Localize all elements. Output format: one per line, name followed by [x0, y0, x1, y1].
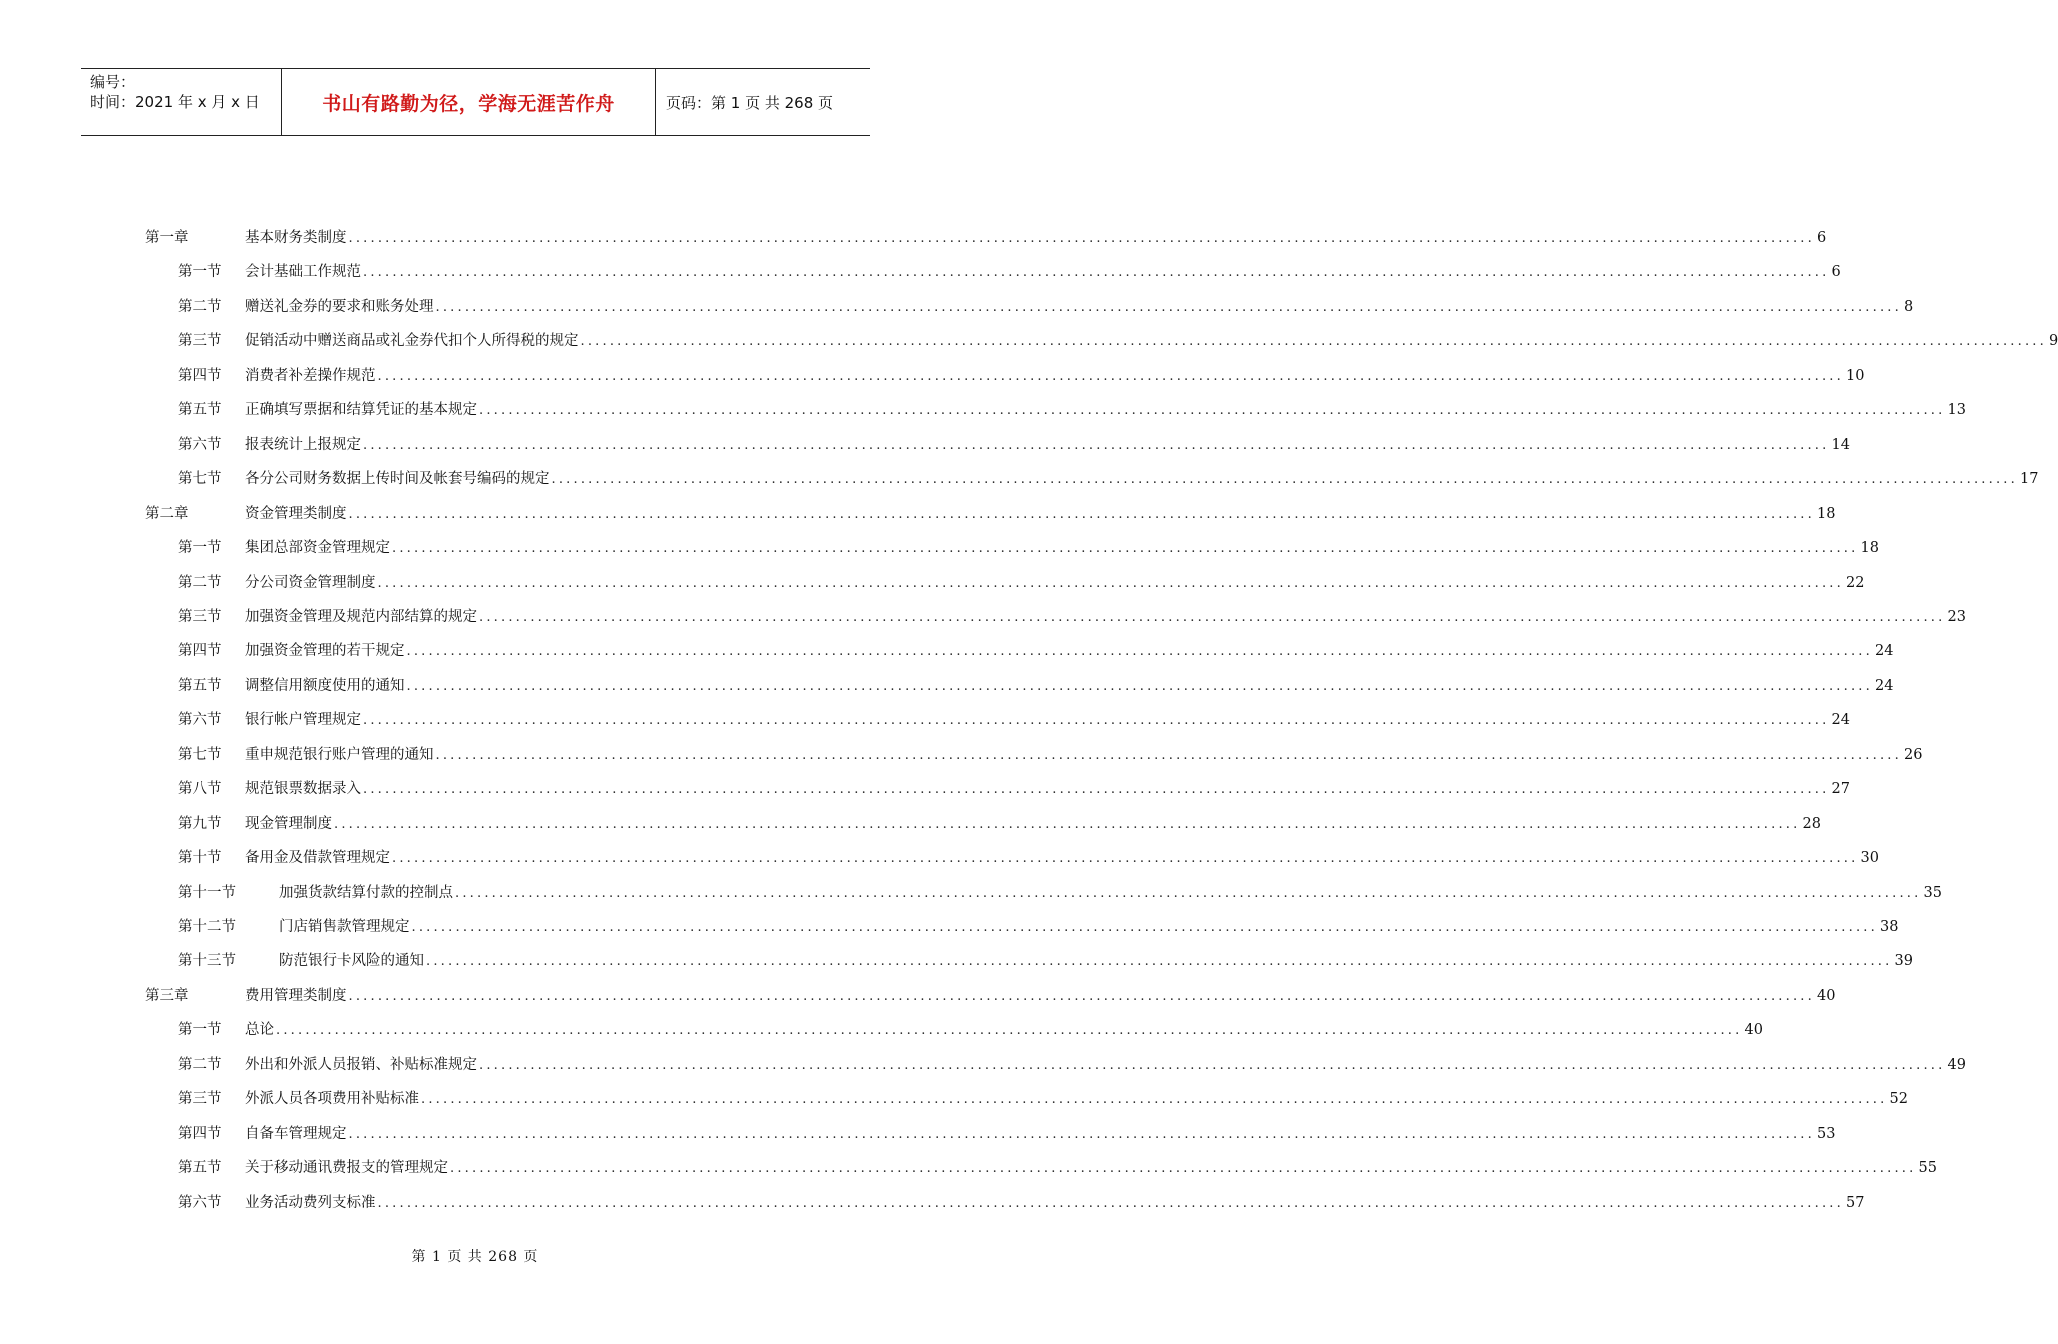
toc-dot-leader: ........................................................................................................................................................................................................	[479, 403, 1946, 419]
toc-entry-title: 门店销售款管理规定	[279, 919, 410, 935]
toc-entry-number: 第六节	[178, 1194, 222, 1211]
toc-entry-number: 第二节	[178, 1056, 222, 1073]
toc-section-entry[interactable]	[178, 329, 2058, 353]
toc-entry-page: 14	[1831, 436, 1850, 453]
toc-section-entry[interactable]	[178, 639, 1894, 663]
toc-entry-number: 第十一节	[178, 884, 236, 901]
toc-entry-number: 第十二节	[178, 919, 236, 935]
toc-section-entry[interactable]	[178, 812, 1821, 836]
toc-entry-title: 报表统计上报规定	[245, 436, 361, 453]
toc-dot-leader: ........................................................................................................................................................................................................	[479, 609, 1946, 625]
toc-dot-leader: ........................................................................................................................................................................................................	[411, 920, 1878, 935]
toc-entry-title: 集团总部资金管理规定	[245, 540, 390, 557]
toc-entry-title: 加强资金管理及规范内部结算的规定	[245, 608, 477, 625]
toc-entry-title: 加强货款结算付款的控制点	[279, 884, 453, 901]
toc-entry-number: 第三节	[178, 608, 222, 625]
toc-dot-leader: ........................................................................................................................................................................................................	[450, 1161, 1917, 1177]
page-header	[81, 68, 870, 136]
toc-entry-page: 18	[1816, 505, 1836, 522]
toc-entry-page: 6	[1816, 230, 1827, 246]
toc-entry-page: 6	[1831, 264, 1841, 281]
toc-entry-number: 第九节	[178, 815, 222, 832]
toc-entry-title: 消费者补差操作规范	[245, 367, 376, 384]
toc-entry-number: 第二节	[178, 298, 222, 315]
toc-entry-title: 各分公司财务数据上传时间及帐套号编码的规定	[245, 471, 550, 488]
toc-dot-leader: ........................................................................................................................................................................................................	[348, 506, 1815, 522]
toc-dot-leader: ........................................................................................................................................................................................................	[377, 575, 1844, 591]
toc-entry-number: 第五节	[178, 677, 222, 694]
toc-chapter-entry[interactable]	[145, 502, 1836, 526]
toc-entry-page: 52	[1889, 1091, 1908, 1108]
toc-entry-number: 第五节	[178, 402, 222, 419]
toc-section-entry[interactable]	[178, 915, 1899, 939]
toc-entry-page: 40	[1816, 987, 1836, 1004]
toc-entry-number: 第二节	[178, 574, 222, 591]
toc-entry-number: 第三节	[178, 333, 222, 350]
toc-dot-leader: ........................................................................................................................................................................................................	[435, 299, 1902, 315]
toc-entry-title: 正确填写票据和结算凭证的基本规定	[245, 402, 477, 419]
doc-number-label: 编号：	[90, 73, 136, 91]
toc-entry-title: 业务活动费列支标准	[245, 1194, 376, 1211]
toc-section-entry[interactable]	[178, 1191, 1865, 1215]
toc-entry-number: 第八节	[178, 781, 222, 798]
toc-section-entry[interactable]	[178, 295, 1914, 319]
toc-section-entry[interactable]	[178, 949, 1913, 973]
toc-entry-page: 10	[1845, 367, 1865, 384]
toc-entry-title: 基本财务类制度	[245, 230, 347, 246]
toc-entry-page: 35	[1923, 884, 1942, 901]
toc-entry-title: 防范银行卡风险的通知	[279, 953, 424, 970]
toc-section-entry[interactable]	[178, 571, 1865, 595]
toc-dot-leader: ........................................................................................................................................................................................................	[377, 368, 1844, 384]
toc-dot-leader: ........................................................................................................................................................................................................	[276, 1023, 1743, 1039]
doc-date: 时间：2021 年 x 月 x 日	[90, 93, 260, 111]
toc-entry-title: 规范银票数据录入	[245, 781, 361, 798]
toc-section-entry[interactable]	[178, 674, 1894, 698]
toc-dot-leader: ........................................................................................................................................................................................................	[551, 472, 2018, 488]
toc-entry-number: 第一节	[178, 1022, 222, 1039]
toc-dot-leader: ........................................................................................................................................................................................................	[479, 1057, 1946, 1073]
toc-entry-title: 分公司资金管理制度	[245, 574, 376, 591]
toc-dot-leader: ........................................................................................................................................................................................................	[348, 988, 1815, 1004]
toc-entry-title: 费用管理类制度	[245, 987, 347, 1004]
toc-entry-page: 57	[1845, 1194, 1865, 1211]
toc-entry-title: 加强资金管理的若干规定	[245, 643, 405, 660]
toc-section-entry[interactable]	[178, 398, 1966, 422]
toc-entry-title: 总论	[245, 1022, 274, 1039]
toc-dot-leader: ........................................................................................................................................................................................................	[406, 678, 1873, 694]
toc-chapter-entry[interactable]	[145, 226, 1827, 250]
toc-entry-title: 重申规范银行账户管理的通知	[245, 746, 434, 763]
toc-entry-page: 24	[1831, 712, 1850, 729]
toc-entry-page: 28	[1802, 815, 1821, 832]
toc-entry-number: 第四节	[178, 367, 222, 384]
toc-dot-leader: ........................................................................................................................................................................................................	[363, 782, 1830, 798]
toc-section-entry[interactable]	[178, 467, 2039, 491]
toc-dot-leader: ........................................................................................................................................................................................................	[426, 954, 1893, 970]
toc-entry-number: 第五节	[178, 1160, 222, 1177]
toc-entry-page: 26	[1903, 746, 1923, 763]
header-motto: 书山有路勤为径，学海无涯苦作舟	[282, 69, 656, 135]
toc-section-entry[interactable]	[178, 605, 1966, 629]
toc-section-entry[interactable]	[178, 846, 1879, 870]
toc-dot-leader: ........................................................................................................................................................................................................	[334, 816, 1801, 832]
toc-dot-leader: ........................................................................................................................................................................................................	[392, 541, 1859, 557]
toc-entry-page: 18	[1860, 540, 1879, 557]
toc-entry-number: 第七节	[178, 746, 222, 763]
toc-entry-number: 第一节	[178, 264, 222, 281]
toc-entry-page: 13	[1947, 402, 1966, 419]
toc-entry-page: 23	[1947, 608, 1966, 625]
page-footer: 第 1 页 共 268 页	[411, 1249, 539, 1265]
toc-section-entry[interactable]	[178, 536, 1879, 560]
toc-entry-page: 24	[1874, 643, 1894, 660]
toc-section-entry[interactable]	[178, 1087, 1908, 1111]
toc-entry-number: 第四节	[178, 1125, 222, 1142]
header-meta	[81, 69, 282, 135]
toc-entry-page: 27	[1831, 781, 1850, 798]
toc-entry-title: 自备车管理规定	[245, 1125, 347, 1142]
toc-dot-leader: ........................................................................................................................................................................................................	[348, 231, 1815, 246]
toc-section-entry[interactable]	[178, 1122, 1836, 1146]
toc-entry-title: 赠送礼金券的要求和账务处理	[245, 298, 434, 315]
toc-entry-page: 24	[1874, 677, 1894, 694]
toc-section-entry[interactable]	[178, 777, 1850, 801]
toc-dot-leader: ........................................................................................................................................................................................................	[421, 1092, 1888, 1108]
toc-dot-leader: ........................................................................................................................................................................................................	[377, 1195, 1844, 1211]
toc-entry-page: 49	[1947, 1056, 1966, 1073]
toc-section-entry[interactable]	[178, 881, 1942, 905]
toc-dot-leader: ........................................................................................................................................................................................................	[363, 713, 1830, 729]
toc-section-entry[interactable]	[178, 260, 1841, 284]
toc-entry-title: 备用金及借款管理规定	[245, 850, 390, 867]
toc-entry-title: 银行帐户管理规定	[245, 712, 361, 729]
toc-entry-page: 39	[1894, 953, 1913, 970]
toc-entry-page: 8	[1903, 298, 1914, 315]
toc-entry-page: 38	[1879, 919, 1899, 935]
toc-section-entry[interactable]	[178, 433, 1850, 457]
toc-entry-page: 30	[1860, 850, 1879, 867]
toc-entry-page: 55	[1918, 1160, 1937, 1177]
toc-chapter-entry[interactable]	[145, 984, 1836, 1008]
toc-entry-number: 第一章	[145, 230, 189, 246]
toc-section-entry[interactable]	[178, 1018, 1763, 1042]
toc-dot-leader: ........................................................................................................................................................................................................	[435, 747, 1902, 763]
toc-entry-number: 第四节	[178, 643, 222, 660]
toc-section-entry[interactable]	[178, 743, 1923, 767]
toc-entry-title: 调整信用额度使用的通知	[245, 677, 405, 694]
toc-entry-title: 外出和外派人员报销、补贴标准规定	[245, 1056, 477, 1073]
toc-dot-leader: ........................................................................................................................................................................................................	[455, 885, 1922, 901]
toc-dot-leader: ........................................................................................................................................................................................................	[348, 1126, 1815, 1142]
toc-dot-leader: ........................................................................................................................................................................................................	[406, 644, 1873, 660]
toc-entry-number: 第三章	[145, 987, 189, 1004]
toc-dot-leader: ........................................................................................................................................................................................................	[363, 265, 1830, 281]
toc-entry-title: 资金管理类制度	[245, 505, 347, 522]
toc-entry-number: 第六节	[178, 436, 222, 453]
toc-entry-number: 第六节	[178, 712, 222, 729]
toc-dot-leader: ........................................................................................................................................................................................................	[363, 437, 1830, 453]
toc-entry-number: 第十三节	[178, 953, 236, 970]
toc-entry-page: 53	[1816, 1125, 1836, 1142]
toc-entry-title: 会计基础工作规范	[245, 264, 361, 281]
toc-section-entry[interactable]	[178, 1053, 1966, 1077]
toc-entry-number: 第三节	[178, 1091, 222, 1108]
toc-entry-number: 第一节	[178, 540, 222, 557]
toc-dot-leader: ........................................................................................................................................................................................................	[392, 851, 1859, 867]
toc-entry-title: 现金管理制度	[245, 815, 332, 832]
toc-entry-page: 9	[2048, 333, 2058, 350]
toc-entry-title: 促销活动中赠送商品或礼金券代扣个人所得税的规定	[245, 333, 579, 350]
toc-dot-leader: ........................................................................................................................................................................................................	[580, 334, 2047, 350]
toc-entry-number: 第二章	[145, 505, 189, 522]
toc-section-entry[interactable]	[178, 708, 1850, 732]
toc-entry-page: 17	[2019, 471, 2039, 488]
toc-section-entry[interactable]	[178, 1156, 1937, 1180]
toc-entry-number: 第十节	[178, 850, 222, 867]
toc-entry-title: 外派人员各项费用补贴标准	[245, 1091, 419, 1108]
toc-entry-page: 40	[1744, 1022, 1763, 1039]
toc-entry-page: 22	[1845, 574, 1865, 591]
toc-section-entry[interactable]	[178, 364, 1865, 388]
toc-entry-number: 第七节	[178, 471, 222, 488]
header-page-info: 页码：第 1 页 共 268 页	[666, 93, 834, 112]
toc-entry-title: 关于移动通讯费报支的管理规定	[245, 1160, 448, 1177]
